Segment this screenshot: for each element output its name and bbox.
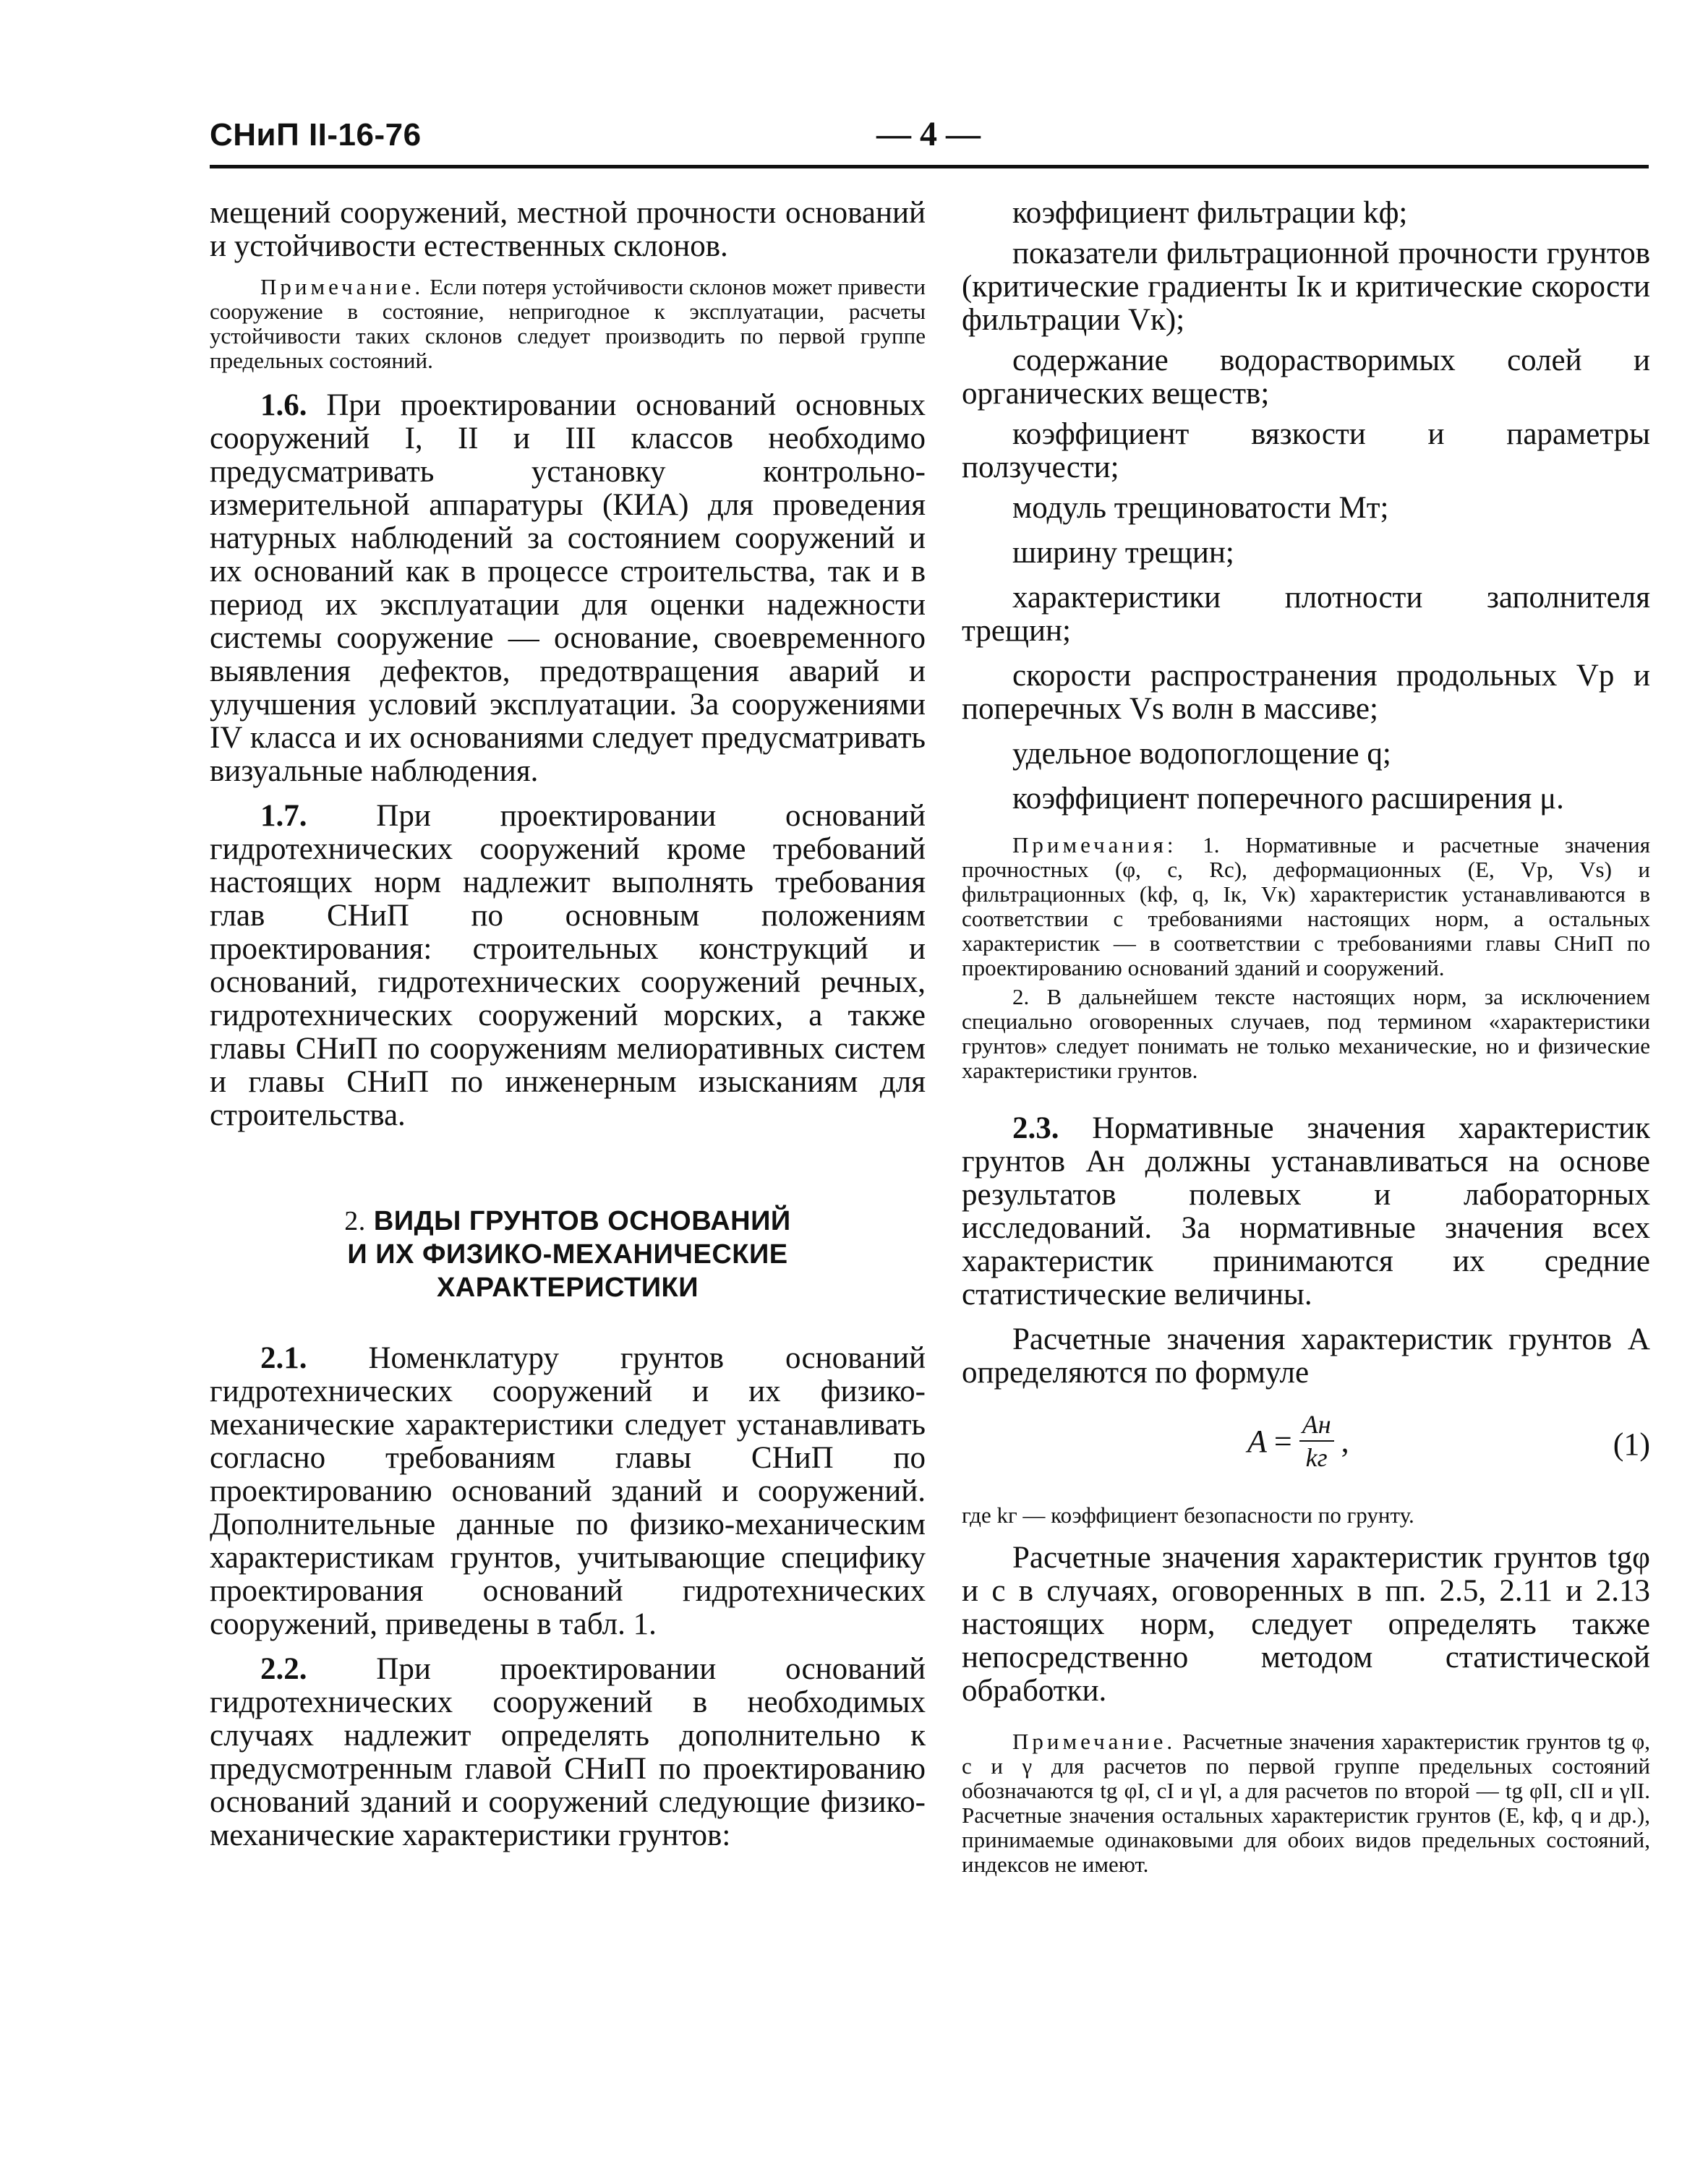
left-column (210, 197, 926, 1864)
clause-number: 2.3. (1012, 1111, 1059, 1145)
note-text: 1. Нормативные и расчетные значения прочностных (φ, c, Rc), деформационных (E, Vp, Vs) и фильтрационных (kф, q, Iк, Vк) характеристик устанавливаются в соответствии с требованиями настоящих норм, а остальных характеристик — в соответствии с требованиями главы СНиП по проектированию оснований зданий и сооружений. (962, 832, 1650, 980)
characteristics-item: содержание водорастворимых солей и органических веществ; (962, 343, 1650, 411)
clause-number: 1.6. (260, 388, 307, 422)
note-slopes (210, 275, 926, 373)
characteristics-item: удельное водопоглощение q; (1012, 737, 1391, 771)
page-header (210, 114, 1649, 158)
formula-equals: = (1273, 1423, 1292, 1459)
clause-number: 2.2. (260, 1652, 307, 1686)
clause-text: Нормативные значения характеристик грунтов Aн должны устанавливаться на основе результатов полевых и лабораторных исследований. За нормативные значения всех характеристик принимаются их средние статистические величины. (962, 1111, 1651, 1312)
characteristics-item: коэффициент фильтрации kф; (1012, 196, 1408, 230)
formula-where: где kг — коэффициент безопасности по грунту. (962, 1502, 1414, 1528)
formula-numerator: Aн (1302, 1410, 1331, 1439)
section-heading-2 (210, 1205, 926, 1304)
characteristics-item: характеристики плотности заполнителя трещин; (962, 581, 1650, 648)
clause-number: 2.1. (260, 1341, 307, 1375)
formula-fraction (1299, 1408, 1334, 1474)
formula-intro: Расчетные значения характеристик грунтов A определяются по формуле (962, 1322, 1650, 1390)
clause-text: При проектировании оснований основных сооружений I, II и III классов необходимо предусматривать установку контрольно-измерительной аппаратуры (КИА) для проведения натурных наблюдений за состоянием сооружений и их оснований как в процессе строительства, так и в период их эксплуатации для оценки надежности системы сооружение — основание, своевременного выявления дефектов, предотвращения аварий и улучшения условий эксплуатации. За сооружениями IV класса и их основаниями следует предусматривать визуальные наблюдения. (210, 388, 926, 788)
formula-lhs: A (1247, 1423, 1267, 1459)
notes-label: Примечания: (1012, 832, 1177, 857)
notes-2: 2. В дальнейшем тексте настоящих норм, за исключением специально оговоренных случаев, под термином «характеристики грунтов» следует понимать не только механические, но и физические характеристики грунтов. (962, 984, 1650, 1083)
note-label: Примечание. (260, 274, 424, 299)
document-code: СНиП II-16-76 (210, 117, 422, 153)
clause-2-1 (210, 1342, 926, 1641)
formula-comma: , (1341, 1423, 1349, 1459)
clause-text: При проектировании оснований гидротехнических сооружений кроме требований настоящих норм надлежит выполнять требования глав СНиП по основным положениям проектирования: строительных конструкций и оснований, гидротехнических сооружений речных, гидротехнических сооружений морских, а также главы СНиП по сооружениям мелиоративных систем и главы СНиП по инженерным изысканиям для строительства. (210, 799, 926, 1132)
continued-paragraph: мещений сооружений, местной прочности оснований и устойчивости естественных склонов. (210, 196, 926, 263)
characteristics-item: коэффициент вязкости и параметры ползучести; (962, 417, 1650, 484)
note-text: Расчетные значения характеристик грунтов tg φ, c и γ для расчетов по первой группе предельных состояний обозначаются tg φI, cI и γI, а для расчетов по второй — tg φII, cII и γII. Расчетные значения остальных характеристик грунтов (E, kф, q и др.), принимаемые одинаковыми для обоих видов предельных состояний, индексов не имеют. (962, 1729, 1650, 1877)
page-number: — 4 — (876, 115, 981, 153)
section-number: 2. (344, 1206, 366, 1236)
clause-text: Номенклатуру грунтов оснований гидротехнических сооружений и их физико-механические характеристики следует устанавливать согласно требованиям главы СНиП по проектированию оснований зданий и сооружений. Дополнительные данные по физико-механическим характеристикам грунтов, учитывающие специфику проектирования оснований гидротехнических сооружений, приведены в табл. 1. (210, 1341, 926, 1641)
characteristics-item: модуль трещиноватости Mт; (1012, 491, 1389, 525)
characteristics-item: скорости распространения продольных Vp и поперечных Vs волн в массиве; (962, 659, 1650, 726)
formula-number: (1) (1613, 1427, 1650, 1462)
characteristics-item: показатели фильтрационной прочности грунтов (критические градиенты Iк и критические скорости фильтрации Vк); (962, 236, 1650, 337)
note-label: Примечание. (1012, 1729, 1177, 1754)
clause-1-7 (210, 800, 926, 1132)
notes-1 (962, 833, 1650, 980)
header-rule (210, 165, 1649, 168)
clause-1-6 (210, 389, 926, 788)
section-title-line-1: ВИДЫ ГРУНТОВ ОСНОВАНИЙ (373, 1206, 791, 1236)
note-indices (962, 1729, 1650, 1877)
characteristics-item: ширину трещин; (1012, 536, 1234, 570)
section-title-line-2: И ИХ ФИЗИКО-МЕХАНИЧЕСКИЕ (347, 1239, 788, 1270)
characteristics-item: коэффициент поперечного расширения μ. (1012, 782, 1564, 816)
clause-2-3 (962, 1112, 1650, 1312)
note-text: Если потеря устойчивости склонов может привести сооружение в состояние, непригодное к эксплуатации, расчеты устойчивости таких склонов следует производить по первой группе предельных состояний. (210, 274, 926, 373)
formula-denominator: kг (1305, 1443, 1328, 1472)
formula-1 (962, 1401, 1650, 1488)
clause-text: При проектировании оснований гидротехнических сооружений в необходимых случаях надлежит определять дополнительно к предусмотренным главой СНиП по проектированию оснований зданий и сооружений следующие физико-механические характеристики грунтов: (210, 1652, 926, 1852)
clause-2-2 (210, 1653, 926, 1852)
section-title-line-3: ХАРАКТЕРИСТИКИ (436, 1273, 699, 1303)
clause-number: 1.7. (260, 799, 307, 833)
formula-expression (1247, 1408, 1349, 1474)
paragraph-design-values: Расчетные значения характеристик грунтов tgφ и c в случаях, оговоренных в пп. 2.5, 2.11 и 2.13 настоящих норм, следует определять также непосредственно методом статистической обработки. (962, 1541, 1650, 1708)
right-column (962, 197, 1650, 1893)
